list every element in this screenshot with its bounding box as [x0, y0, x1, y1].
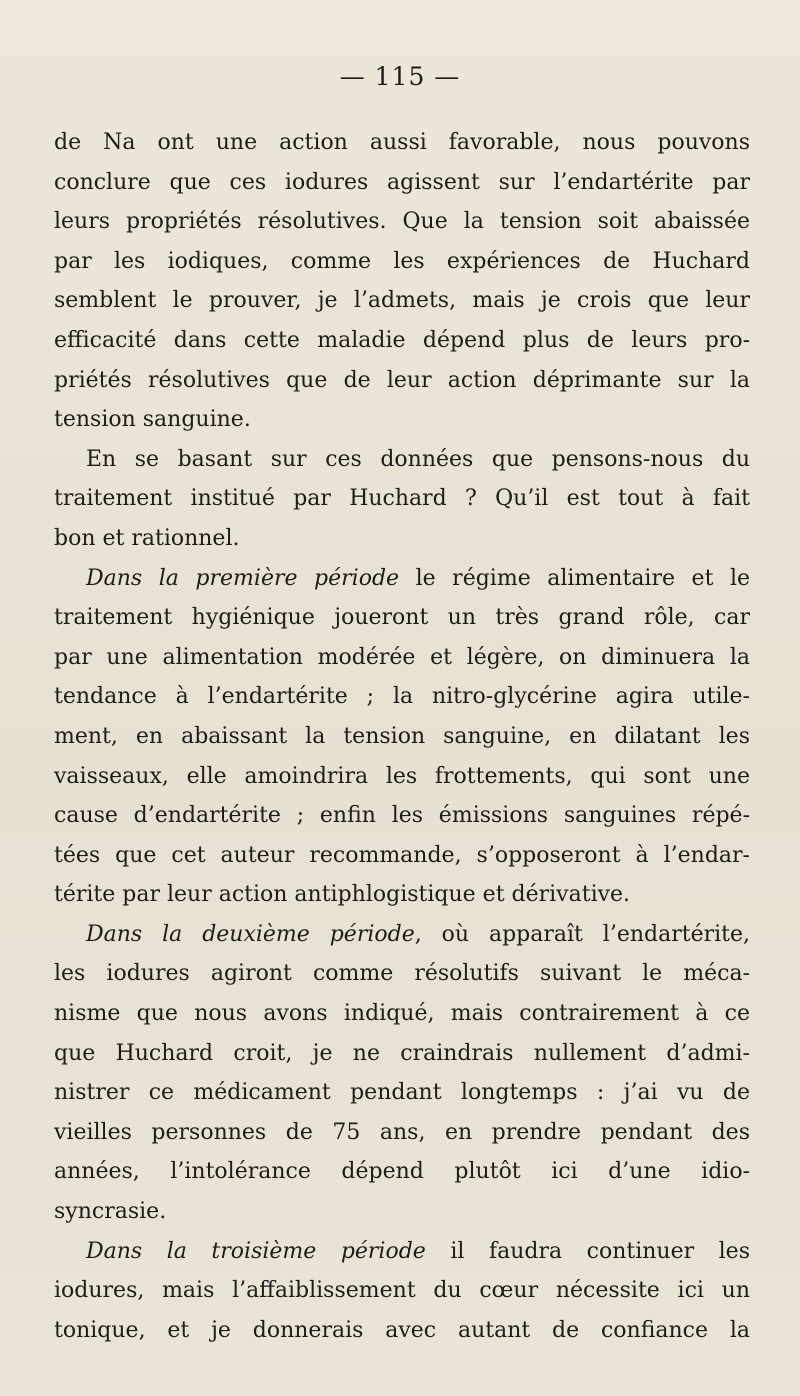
text-line: [54, 1271, 750, 1311]
body-text: [54, 123, 750, 1350]
text-line: [54, 163, 750, 203]
line-text: syncrasie.: [54, 1199, 167, 1225]
line-text: les iodures agiront comme résolutifs suivant le méca-: [54, 961, 750, 987]
text-line: [54, 1192, 750, 1232]
line-text: traitement institué par Huchard ? Qu’il est tout à fait: [54, 486, 750, 512]
line-text: tendance à l’endartérite ; la nitro-glycérine agira utile-: [54, 684, 750, 710]
line-text: nisme que nous avons indiqué, mais contrairement à ce: [54, 1001, 750, 1027]
line-text: années, l’intolérance dépend plutôt ici d’une idio-: [54, 1159, 750, 1185]
line-text: vieilles personnes de 75 ans, en prendre pendant des: [54, 1119, 750, 1145]
text-line: [54, 1113, 750, 1153]
text-line: [54, 598, 750, 638]
text-line: [54, 757, 750, 797]
text-line: [54, 717, 750, 757]
line-text: semblent le prouver, je l’admets, mais je crois que leur: [54, 288, 750, 314]
text-line: [54, 1311, 750, 1351]
line-text: cause d’endartérite ; enfin les émissions sanguines répé-: [54, 803, 750, 829]
line-text: il faudra continuer les: [425, 1238, 750, 1264]
text-line: [54, 400, 750, 440]
text-line: [54, 1073, 750, 1113]
line-text: ment, en abaissant la tension sanguine, en dilatant les: [54, 723, 750, 749]
italic-heading: Dans la troisième période: [86, 1238, 426, 1264]
line-text: En se basant sur ces données que pensons-nous du: [86, 446, 750, 472]
text-line: [54, 836, 750, 876]
line-text: de Na ont une action aussi favorable, nous pouvons: [54, 130, 750, 155]
line-text: le régime alimentaire et le: [399, 565, 750, 591]
text-line: [54, 796, 750, 836]
line-text: bon et rationnel.: [54, 525, 240, 551]
text-line: [54, 638, 750, 678]
line-text: par les iodiques, comme les expériences de Huchard: [54, 248, 750, 274]
text-line: [54, 559, 750, 599]
text-line: [54, 361, 750, 401]
text-line: [54, 915, 750, 955]
text-line: [54, 281, 750, 321]
line-text: iodures, mais l’affaiblissement du cœur nécessite ici un: [54, 1278, 750, 1304]
line-text: tées que cet auteur recommande, s’opposeront à l’endar-: [54, 842, 750, 868]
text-line: [54, 994, 750, 1034]
text-line: [54, 202, 750, 242]
line-text: leurs propriétés résolutives. Que la tension soit abaissée: [54, 209, 750, 235]
line-text: tonique, et je donnerais avec autant de confiance la: [54, 1317, 750, 1343]
line-text: par une alimentation modérée et légère, on diminuera la: [54, 644, 750, 670]
text-line: [54, 479, 750, 519]
line-text: térite par leur action antiphlogistique et dérivative.: [54, 882, 631, 908]
text-line: [54, 440, 750, 480]
line-text: traitement hygiénique joueront un très grand rôle, car: [54, 605, 750, 631]
page-number: — 115 —: [339, 62, 461, 91]
italic-heading: Dans la deuxième période: [86, 921, 415, 947]
text-line: [54, 677, 750, 717]
text-line: [54, 519, 750, 559]
text-line: [54, 1152, 750, 1192]
text-line: [54, 242, 750, 282]
line-text: efficacité dans cette maladie dépend plus de leurs pro-: [54, 327, 750, 353]
text-line: [54, 1034, 750, 1074]
text-line: [54, 321, 750, 361]
text-line: [54, 123, 750, 163]
line-text: que Huchard croit, je ne craindrais nullement d’admi-: [54, 1040, 750, 1066]
text-line: [54, 954, 750, 994]
line-text: nistrer ce médicament pendant longtemps : j’ai vu de: [54, 1080, 750, 1106]
line-text: conclure que ces iodures agissent sur l’endartérite par: [54, 169, 750, 195]
text-line: [54, 1232, 750, 1272]
line-text: tension sanguine.: [54, 407, 251, 433]
line-text: priétés résolutives que de leur action déprimante sur la: [54, 367, 750, 393]
text-line: [54, 875, 750, 915]
line-text: , où apparaît l’endartérite,: [414, 921, 750, 947]
italic-heading: Dans la première période: [86, 565, 400, 591]
line-text: vaisseaux, elle amoindrira les frottements, qui sont une: [54, 763, 750, 789]
